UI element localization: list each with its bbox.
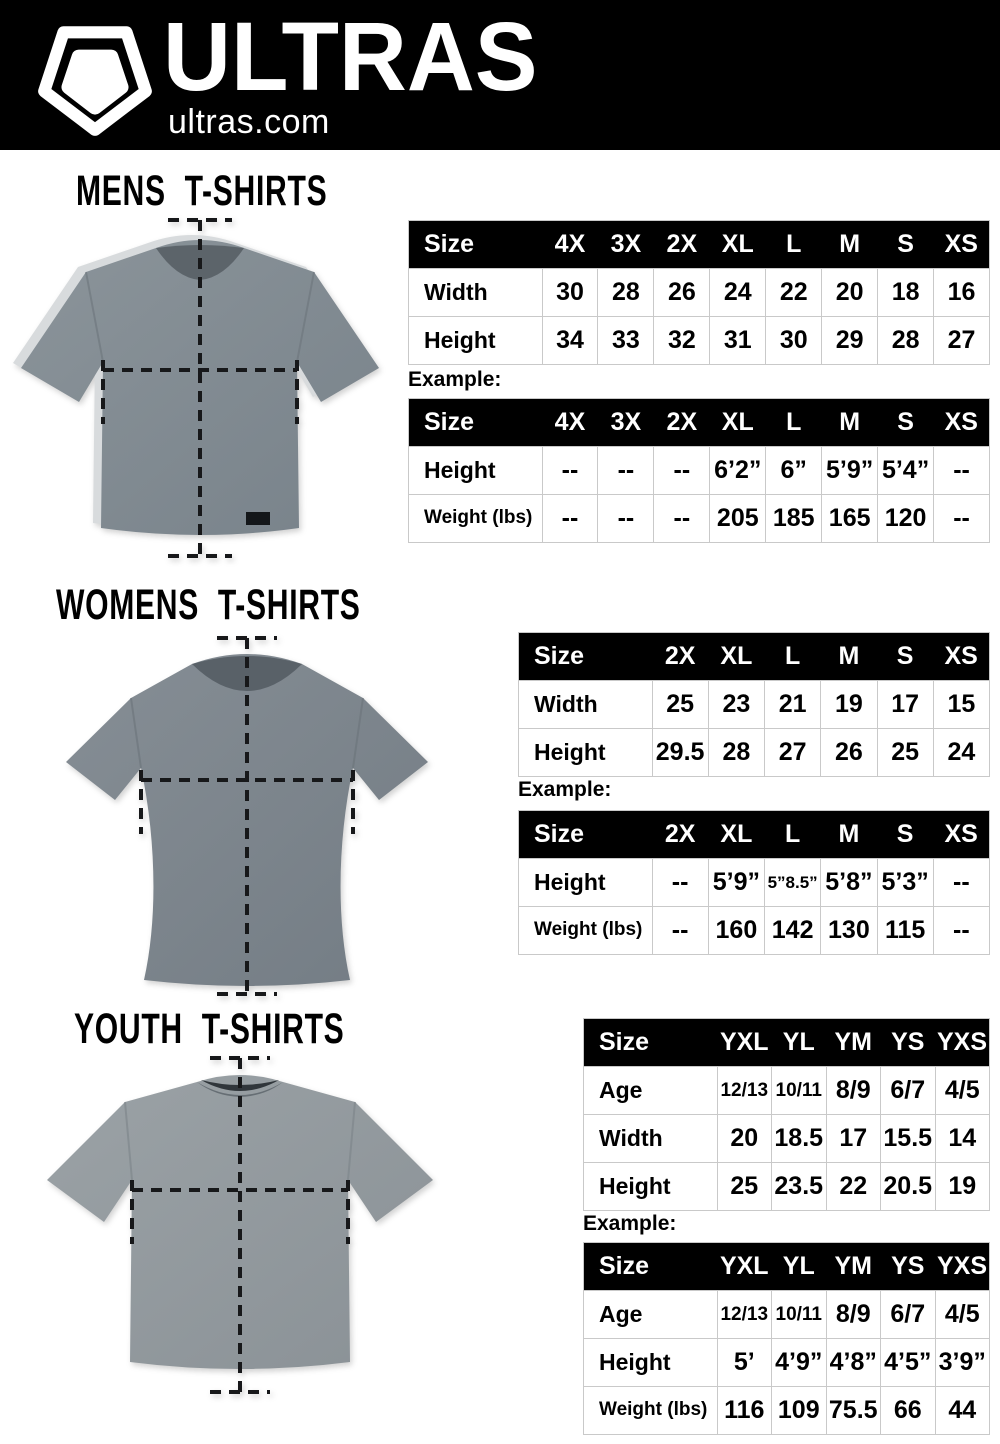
cell-value: 44: [935, 1387, 990, 1435]
youth-example-table: [583, 1242, 990, 1435]
size-column-title: Size: [584, 1019, 718, 1067]
cell-value: 4/5: [935, 1291, 990, 1339]
cell-value: --: [933, 907, 989, 955]
cell-value: 29.5: [652, 729, 708, 777]
cell-value: 17: [877, 681, 933, 729]
cell-value: 20: [717, 1115, 772, 1163]
cell-value: 28: [878, 317, 934, 365]
size-header-cell: 3X: [598, 399, 654, 447]
size-header-cell: 4X: [542, 221, 598, 269]
cell-value: 120: [878, 495, 934, 543]
size-header-cell: S: [878, 221, 934, 269]
table-row: [409, 495, 990, 543]
section-title-womens: WOMENS T-SHIRTS: [56, 581, 361, 629]
table-header-row: [519, 811, 990, 859]
cell-value: 29: [822, 317, 878, 365]
cell-value: 160: [708, 907, 764, 955]
cell-value: 33: [598, 317, 654, 365]
cell-value: 185: [766, 495, 822, 543]
cell-value: 4’5”: [881, 1339, 936, 1387]
size-header-cell: YM: [826, 1019, 881, 1067]
cell-value: 25: [717, 1163, 772, 1211]
cell-value: 5”8.5”: [765, 859, 821, 907]
size-header-cell: XS: [934, 221, 990, 269]
brand-title: ULTRAS: [163, 2, 538, 111]
youth-example-label: Example:: [583, 1212, 677, 1235]
mens-size-table: [408, 220, 990, 365]
row-label: Age: [584, 1291, 718, 1339]
cell-value: 5’: [717, 1339, 772, 1387]
womens-example-table-wrap: [518, 810, 990, 955]
table-header-row: [584, 1019, 990, 1067]
cell-value: 5’9”: [822, 447, 878, 495]
size-header-cell: XL: [710, 399, 766, 447]
row-label: Height: [519, 859, 653, 907]
cell-value: 4’8”: [826, 1339, 881, 1387]
size-column-title: Size: [409, 221, 543, 269]
size-header-cell: YM: [826, 1243, 881, 1291]
size-header-cell: S: [877, 633, 933, 681]
cell-value: 142: [765, 907, 821, 955]
row-label: Weight (lbs): [584, 1387, 718, 1435]
table-row: [584, 1115, 990, 1163]
mens-tshirt-image: [10, 212, 390, 564]
cell-value: 31: [710, 317, 766, 365]
size-header-cell: YS: [881, 1019, 936, 1067]
youth-example-table-wrap: [583, 1242, 990, 1435]
cell-value: 30: [766, 317, 822, 365]
size-header-cell: XS: [934, 399, 990, 447]
size-header-cell: 4X: [542, 399, 598, 447]
cell-value: 6/7: [881, 1067, 936, 1115]
cell-value: --: [652, 907, 708, 955]
size-header-cell: 2X: [654, 399, 710, 447]
table-header-row: [584, 1243, 990, 1291]
size-header-cell: L: [765, 811, 821, 859]
row-label: Weight (lbs): [519, 907, 653, 955]
table-row: [584, 1163, 990, 1211]
table-header-row: [409, 221, 990, 269]
cell-value: 10/11: [772, 1067, 827, 1115]
cell-value: 20.5: [881, 1163, 936, 1211]
cell-value: 5’3”: [877, 859, 933, 907]
cell-value: 22: [826, 1163, 881, 1211]
row-label: Height: [584, 1339, 718, 1387]
womens-example-label: Example:: [518, 778, 612, 801]
cell-value: 32: [654, 317, 710, 365]
cell-value: 14: [935, 1115, 990, 1163]
cell-value: 19: [935, 1163, 990, 1211]
cell-value: 18.5: [772, 1115, 827, 1163]
table-row: [519, 729, 990, 777]
cell-value: 19: [821, 681, 877, 729]
size-header-cell: M: [822, 221, 878, 269]
cell-value: --: [542, 447, 598, 495]
size-header-cell: YXS: [935, 1019, 990, 1067]
table-row: [519, 859, 990, 907]
row-label: Width: [519, 681, 653, 729]
womens-example-table: [518, 810, 990, 955]
table-row: [584, 1387, 990, 1435]
cell-value: 25: [877, 729, 933, 777]
table-row: [584, 1339, 990, 1387]
mens-example-table: [408, 398, 990, 543]
cell-value: --: [598, 447, 654, 495]
size-header-cell: M: [821, 811, 877, 859]
table-header-row: [519, 633, 990, 681]
cell-value: 109: [772, 1387, 827, 1435]
site-header: [0, 0, 1000, 150]
cell-value: 27: [934, 317, 990, 365]
size-header-cell: S: [878, 399, 934, 447]
cell-value: 23.5: [772, 1163, 827, 1211]
ultras-pentagon-logo-icon: [34, 12, 156, 140]
size-header-cell: XL: [708, 811, 764, 859]
size-column-title: Size: [519, 811, 653, 859]
cell-value: 28: [598, 269, 654, 317]
cell-value: 4/5: [935, 1067, 990, 1115]
cell-value: 5’8”: [821, 859, 877, 907]
table-row: [519, 681, 990, 729]
cell-value: --: [654, 447, 710, 495]
row-label: Height: [584, 1163, 718, 1211]
cell-value: 15.5: [881, 1115, 936, 1163]
size-header-cell: M: [821, 633, 877, 681]
size-header-cell: M: [822, 399, 878, 447]
cell-value: 205: [710, 495, 766, 543]
row-label: Age: [584, 1067, 718, 1115]
cell-value: 22: [766, 269, 822, 317]
size-header-cell: L: [766, 221, 822, 269]
size-header-cell: S: [877, 811, 933, 859]
cell-value: --: [652, 859, 708, 907]
womens-size-table-wrap: [518, 632, 990, 777]
cell-value: 10/11: [772, 1291, 827, 1339]
cell-value: 30: [542, 269, 598, 317]
section-title-mens: MENS T-SHIRTS: [76, 167, 328, 215]
cell-value: 8/9: [826, 1291, 881, 1339]
cell-value: 24: [933, 729, 989, 777]
cell-value: --: [542, 495, 598, 543]
size-column-title: Size: [519, 633, 653, 681]
cell-value: 115: [877, 907, 933, 955]
cell-value: 26: [821, 729, 877, 777]
cell-value: 3’9”: [935, 1339, 990, 1387]
size-header-cell: 3X: [598, 221, 654, 269]
cell-value: 66: [881, 1387, 936, 1435]
cell-value: 6/7: [881, 1291, 936, 1339]
cell-value: 6”: [766, 447, 822, 495]
womens-tshirt-image: [40, 628, 455, 1000]
womens-size-table: [518, 632, 990, 777]
size-column-title: Size: [584, 1243, 718, 1291]
mens-size-table-wrap: [408, 220, 990, 365]
cell-value: 20: [822, 269, 878, 317]
table-row: [584, 1291, 990, 1339]
row-label: Height: [519, 729, 653, 777]
cell-value: 16: [934, 269, 990, 317]
size-header-cell: YXS: [935, 1243, 990, 1291]
cell-value: 24: [710, 269, 766, 317]
size-header-cell: XS: [933, 811, 989, 859]
table-row: [584, 1067, 990, 1115]
cell-value: --: [598, 495, 654, 543]
row-label: Width: [584, 1115, 718, 1163]
size-column-title: Size: [409, 399, 543, 447]
youth-size-table-wrap: [583, 1018, 990, 1211]
cell-value: 116: [717, 1387, 772, 1435]
cell-value: 27: [765, 729, 821, 777]
size-header-cell: YL: [772, 1019, 827, 1067]
table-row: [519, 907, 990, 955]
cell-value: 23: [708, 681, 764, 729]
table-row: [409, 317, 990, 365]
row-label: Height: [409, 447, 543, 495]
size-header-cell: XL: [708, 633, 764, 681]
cell-value: 165: [822, 495, 878, 543]
size-header-cell: 2X: [652, 633, 708, 681]
size-header-cell: YL: [772, 1243, 827, 1291]
hem-tag: [246, 512, 270, 525]
row-label: Width: [409, 269, 543, 317]
cell-value: --: [654, 495, 710, 543]
cell-value: 12/13: [717, 1067, 772, 1115]
size-header-cell: 2X: [652, 811, 708, 859]
size-header-cell: XS: [933, 633, 989, 681]
table-row: [409, 447, 990, 495]
site-url: ultras.com: [168, 103, 330, 141]
cell-value: 17: [826, 1115, 881, 1163]
cell-value: 25: [652, 681, 708, 729]
cell-value: 15: [933, 681, 989, 729]
mens-example-table-wrap: [408, 398, 990, 543]
size-header-cell: 2X: [654, 221, 710, 269]
youth-tshirt-image: [25, 1052, 455, 1404]
cell-value: --: [934, 495, 990, 543]
table-row: [409, 269, 990, 317]
row-label: Weight (lbs): [409, 495, 543, 543]
cell-value: 12/13: [717, 1291, 772, 1339]
section-title-youth: YOUTH T-SHIRTS: [74, 1005, 345, 1053]
size-header-cell: YXL: [717, 1019, 772, 1067]
cell-value: 130: [821, 907, 877, 955]
cell-value: 5’9”: [708, 859, 764, 907]
size-header-cell: XL: [710, 221, 766, 269]
cell-value: 18: [878, 269, 934, 317]
cell-value: 26: [654, 269, 710, 317]
cell-value: --: [934, 447, 990, 495]
cell-value: 5’4”: [878, 447, 934, 495]
cell-value: 4’9”: [772, 1339, 827, 1387]
size-header-cell: L: [765, 633, 821, 681]
row-label: Height: [409, 317, 543, 365]
mens-example-label: Example:: [408, 368, 502, 391]
youth-size-table: [583, 1018, 990, 1211]
size-header-cell: L: [766, 399, 822, 447]
cell-value: 8/9: [826, 1067, 881, 1115]
cell-value: 75.5: [826, 1387, 881, 1435]
cell-value: 28: [708, 729, 764, 777]
size-header-cell: YXL: [717, 1243, 772, 1291]
cell-value: --: [933, 859, 989, 907]
cell-value: 34: [542, 317, 598, 365]
cell-value: 6’2”: [710, 447, 766, 495]
size-header-cell: YS: [881, 1243, 936, 1291]
cell-value: 21: [765, 681, 821, 729]
table-header-row: [409, 399, 990, 447]
